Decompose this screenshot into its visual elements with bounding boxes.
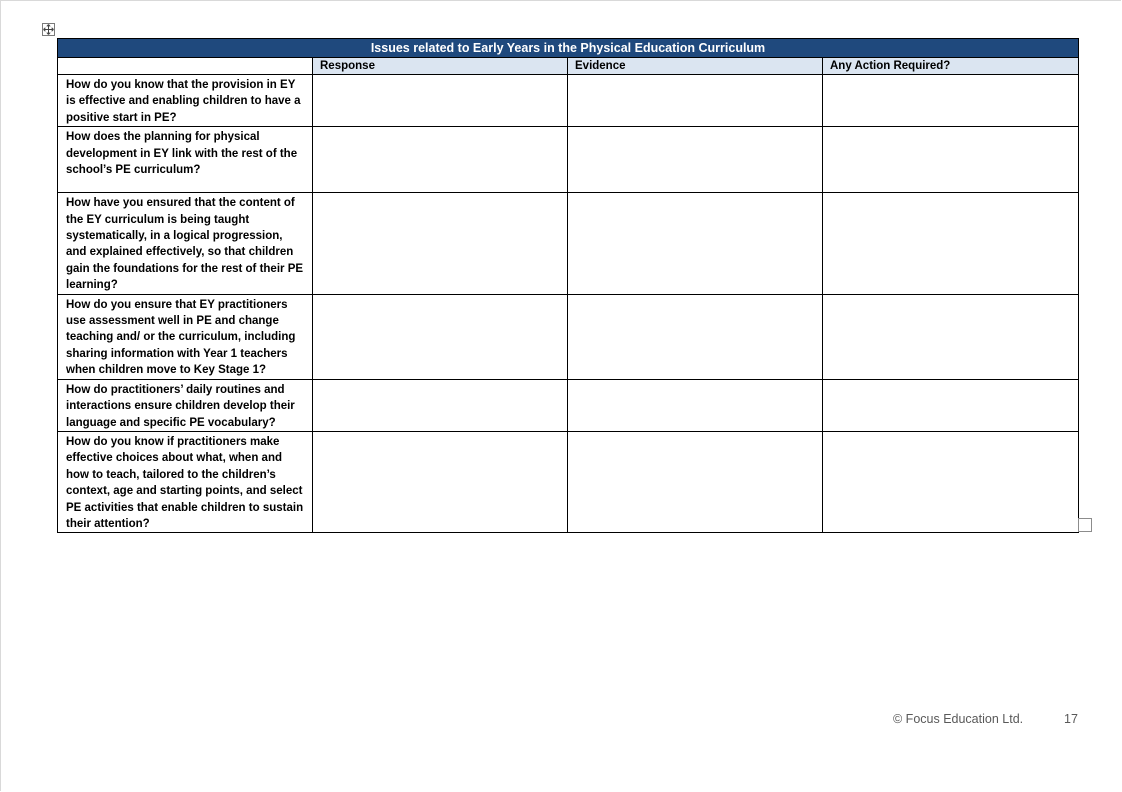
- evidence-cell[interactable]: [568, 431, 823, 532]
- evidence-cell[interactable]: [568, 193, 823, 294]
- page-number: 17: [1064, 712, 1078, 726]
- question-cell: How do you know if practitioners make effective choices about what, when and how to teach, tailored to the children’s context, age and starting points, and select PE activities that enable children to sustain their attention?: [58, 431, 313, 532]
- table-move-handle-icon[interactable]: [42, 23, 55, 36]
- issues-table: [57, 38, 1079, 533]
- header-response: Response: [313, 58, 568, 75]
- table-row: [58, 379, 1079, 431]
- response-cell[interactable]: [313, 431, 568, 532]
- action-cell[interactable]: [823, 193, 1079, 294]
- table-resize-handle-icon[interactable]: [1078, 518, 1092, 532]
- response-cell[interactable]: [313, 379, 568, 431]
- header-action-required: Any Action Required?: [823, 58, 1079, 75]
- action-cell[interactable]: [823, 127, 1079, 193]
- table-row: [58, 127, 1079, 193]
- evidence-cell[interactable]: [568, 127, 823, 193]
- question-cell: How do you ensure that EY practitioners use assessment well in PE and change teaching and/ or the curriculum, including sharing information with Year 1 teachers when children move to Key Stage 1?: [58, 294, 313, 379]
- table-row: [58, 294, 1079, 379]
- action-cell[interactable]: [823, 75, 1079, 127]
- table-row: [58, 75, 1079, 127]
- table-row: [58, 431, 1079, 532]
- response-cell[interactable]: [313, 294, 568, 379]
- evidence-cell[interactable]: [568, 379, 823, 431]
- response-cell[interactable]: [313, 75, 568, 127]
- footer-copyright: © Focus Education Ltd.: [893, 712, 1024, 726]
- evidence-cell[interactable]: [568, 75, 823, 127]
- column-header-row: [58, 58, 1079, 75]
- action-cell[interactable]: [823, 379, 1079, 431]
- action-cell[interactable]: [823, 431, 1079, 532]
- evidence-cell[interactable]: [568, 294, 823, 379]
- header-evidence: Evidence: [568, 58, 823, 75]
- response-cell[interactable]: [313, 193, 568, 294]
- header-blank-cell: [58, 58, 313, 75]
- table-row: [58, 193, 1079, 294]
- question-cell: How do practitioners’ daily routines and interactions ensure children develop their language and specific PE vocabulary?: [58, 379, 313, 431]
- action-cell[interactable]: [823, 294, 1079, 379]
- question-cell: How do you know that the provision in EY is effective and enabling children to have a positive start in PE?: [58, 75, 313, 127]
- question-cell: How does the planning for physical development in EY link with the rest of the school’s PE curriculum?: [58, 127, 313, 193]
- response-cell[interactable]: [313, 127, 568, 193]
- question-cell: How have you ensured that the content of the EY curriculum is being taught systematically, in a logical progression, and explained effectively, so that children gain the foundations for the rest of their PE learning?: [58, 193, 313, 294]
- table-title: Issues related to Early Years in the Physical Education Curriculum: [58, 39, 1079, 58]
